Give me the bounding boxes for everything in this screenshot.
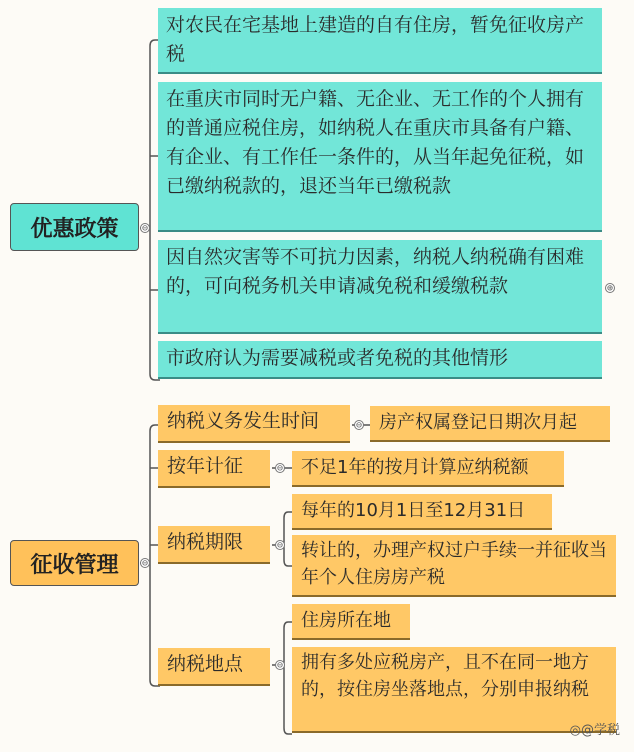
branch-tax-period[interactable]: 纳税期限 — [158, 526, 270, 564]
expand-toggle-icon[interactable]: ⊕ — [606, 283, 614, 294]
policy-item-4[interactable]: 市政府认为需要减税或者免税的其他情形 — [158, 341, 602, 379]
branch-annual-levy[interactable]: 按年计征 — [158, 450, 270, 488]
leaf-registration-date[interactable]: 房产权属登记日期次月起 — [370, 406, 610, 442]
policy-item-1[interactable]: 对农民在宅基地上建造的自有住房，暂免征收房产税 — [158, 8, 602, 74]
root-node-preferential-policy[interactable]: 优惠政策 — [10, 203, 139, 251]
policy-item-3[interactable]: 因自然灾害等不可抗力因素，纳税人纳税确有困难的，可向税务机关申请减免税和缓缴税款 — [158, 240, 602, 334]
collapse-toggle-icon[interactable]: ⊖ — [276, 540, 284, 551]
branch-tax-location[interactable]: 纳税地点 — [158, 648, 270, 686]
leaf-residence-location[interactable]: 住房所在地 — [292, 604, 410, 640]
root-node-collection-management[interactable]: 征收管理 — [10, 540, 139, 586]
collapse-toggle-icon[interactable]: ⊖ — [276, 463, 284, 474]
policy-item-2[interactable]: 在重庆市同时无户籍、无企业、无工作的个人拥有的普通应税住房，如纳税人在重庆市具备有户籍、有企业、有工作任一条件的，从当年起免征税，如已缴纳税款的，退还当年已缴税款 — [158, 82, 602, 232]
watermark: ◎@学税 — [569, 723, 620, 738]
collapse-toggle-icon[interactable]: ⊖ — [276, 660, 284, 671]
leaf-annual-period[interactable]: 每年的10月1日至12月31日 — [292, 494, 552, 530]
leaf-monthly-calculation[interactable]: 不足1年的按月计算应纳税额 — [292, 451, 564, 487]
branch-tax-obligation-time[interactable]: 纳税义务发生时间 — [158, 405, 350, 443]
collapse-toggle-icon[interactable]: ⊖ — [141, 558, 149, 569]
leaf-multiple-properties[interactable]: 拥有多处应税房产，且不在同一地方的，按住房坐落地点，分别申报纳税 — [292, 647, 616, 733]
collapse-toggle-icon[interactable]: ⊖ — [355, 420, 363, 431]
leaf-transfer-rule[interactable]: 转让的，办理产权过户手续一并征收当年个人住房房产税 — [292, 535, 616, 597]
collapse-toggle-icon[interactable]: ⊖ — [141, 223, 149, 234]
